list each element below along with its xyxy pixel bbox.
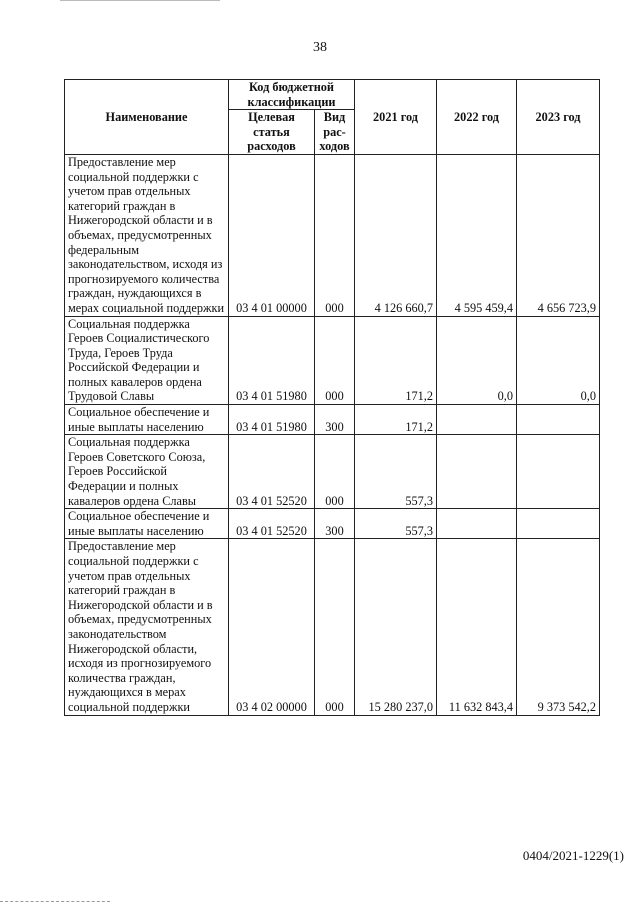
row-2023: 0,0 xyxy=(517,316,600,405)
row-name: Социальное обеспечение и иные выплаты населению xyxy=(65,405,229,435)
header-row-top xyxy=(65,80,600,110)
row-2021: 171,2 xyxy=(355,316,437,405)
row-expense-type: 000 xyxy=(315,316,355,405)
header-2023: 2023 год xyxy=(517,80,600,155)
table-row xyxy=(65,509,600,539)
row-2023 xyxy=(517,405,600,435)
row-2022: 11 632 843,4 xyxy=(437,539,517,715)
table-row xyxy=(65,405,600,435)
row-expense-type: 000 xyxy=(315,539,355,715)
row-2023: 9 373 542,2 xyxy=(517,539,600,715)
row-target-article: 03 4 02 00000 xyxy=(229,539,315,715)
header-2022: 2022 год xyxy=(437,80,517,155)
row-name: Социальное обеспечение и иные выплаты населению xyxy=(65,509,229,539)
row-2023 xyxy=(517,435,600,509)
header-expense-type: Вид рас- ходов xyxy=(315,110,355,155)
row-2021: 171,2 xyxy=(355,405,437,435)
table-row xyxy=(65,539,600,715)
row-target-article: 03 4 01 51980 xyxy=(229,316,315,405)
table-row xyxy=(65,435,600,509)
row-2021: 15 280 237,0 xyxy=(355,539,437,715)
row-name: Социальная поддержка Героев Социалистического Труда, Героев Труда Российской Федерации и полных кавалеров ордена Трудовой Славы xyxy=(65,316,229,405)
row-target-article: 03 4 01 51980 xyxy=(229,405,315,435)
row-name: Предоставление мер социальной поддержки с учетом прав отдельных категорий граждан в Нижегородской области и в объемах, предусмотренных законодательством Нижегородской области, исходя из прогнозируемого количества граждан, нуждающихся в мерах социальной поддержки xyxy=(65,539,229,715)
row-2022 xyxy=(437,509,517,539)
row-expense-type: 300 xyxy=(315,509,355,539)
row-name: Социальная поддержка Героев Советского Союза, Героев Российской Федерации и полных кавалеров ордена Славы xyxy=(65,435,229,509)
budget-table xyxy=(64,79,600,716)
row-target-article: 03 4 01 00000 xyxy=(229,154,315,316)
row-2022 xyxy=(437,405,517,435)
row-expense-type: 300 xyxy=(315,405,355,435)
table-row xyxy=(65,154,600,316)
row-2023 xyxy=(517,509,600,539)
document-code: 0404/2021-1229(1) xyxy=(522,848,624,863)
row-target-article: 03 4 01 52520 xyxy=(229,509,315,539)
table-row xyxy=(65,316,600,405)
row-2022: 4 595 459,4 xyxy=(437,154,517,316)
header-target-article: Целевая статья расходов xyxy=(229,110,315,155)
row-2022: 0,0 xyxy=(437,316,517,405)
row-2021: 557,3 xyxy=(355,509,437,539)
row-name: Предоставление мер социальной поддержки с учетом прав отдельных категорий граждан в Нижегородской области и в объемах, предусмотренных федеральным законодательством, исходя из прогнозируемого количества граждан, нуждающихся в мерах социальной поддержки xyxy=(65,154,229,316)
row-expense-type: 000 xyxy=(315,435,355,509)
header-2021: 2021 год xyxy=(355,80,437,155)
row-2022 xyxy=(437,435,517,509)
scan-artifact-top xyxy=(60,0,220,3)
page-number: 38 xyxy=(313,40,327,55)
row-expense-type: 000 xyxy=(315,154,355,316)
scan-artifact-bottom xyxy=(0,901,110,903)
header-bk-code: Код бюджетной классификации xyxy=(229,80,355,110)
row-2023: 4 656 723,9 xyxy=(517,154,600,316)
row-target-article: 03 4 01 52520 xyxy=(229,435,315,509)
row-2021: 4 126 660,7 xyxy=(355,154,437,316)
row-2021: 557,3 xyxy=(355,435,437,509)
header-name: Наименование xyxy=(65,80,229,155)
